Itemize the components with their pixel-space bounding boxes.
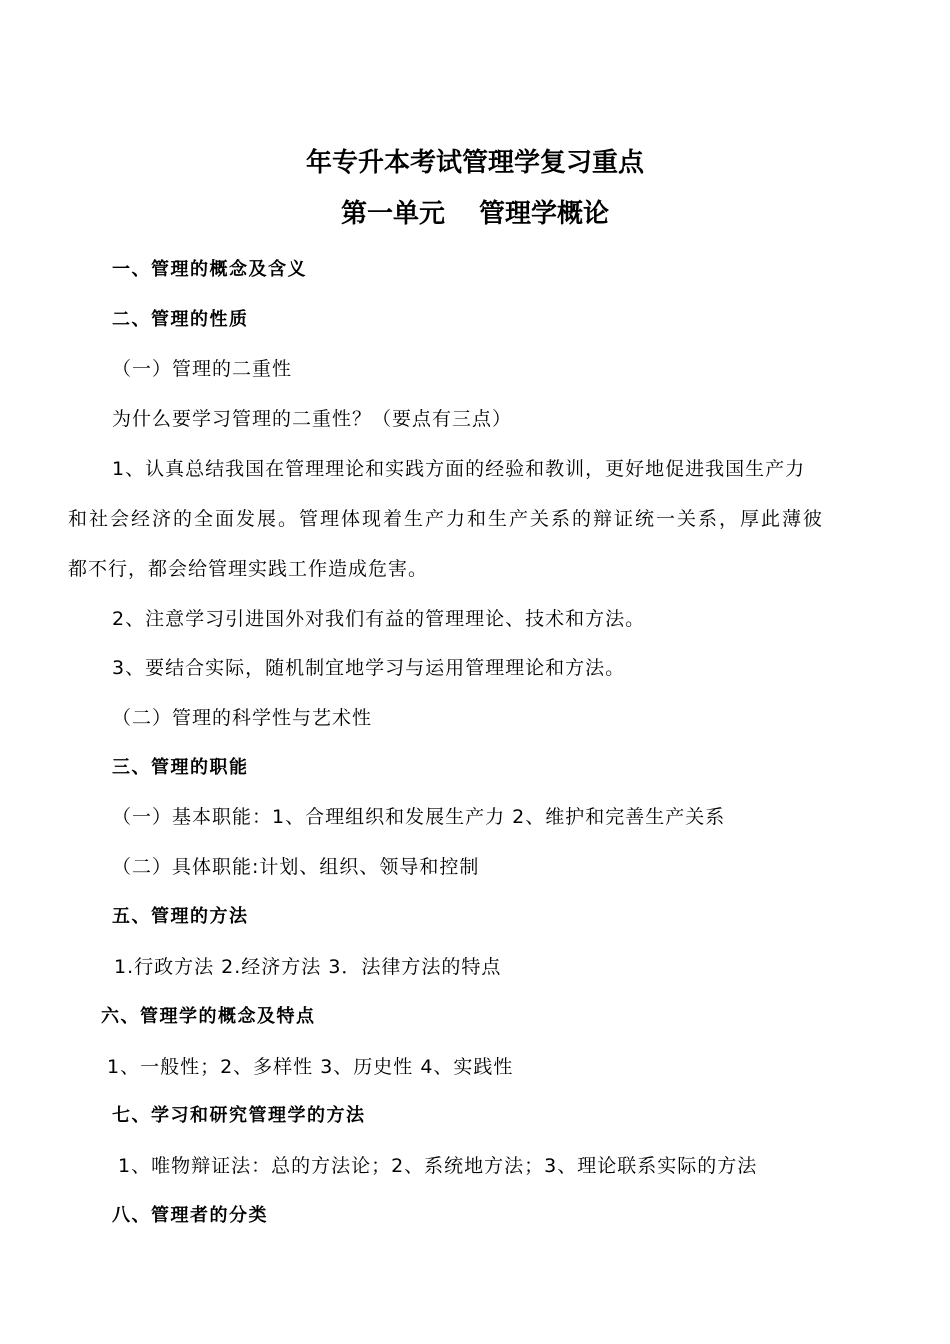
- subsection-3-2: （二）具体职能:计划、组织、领导和控制: [112, 856, 480, 878]
- unit-name: 管理学概论: [479, 199, 610, 229]
- characteristics-list: 1、一般性；2、多样性 3、历史性 4、实践性: [107, 1056, 514, 1078]
- section-heading-8: 八、管理者的分类: [112, 1205, 268, 1226]
- section-heading-1: 一、管理的概念及含义: [112, 259, 307, 280]
- paragraph-1-line-1: 1、认真总结我国在管理理论和实践方面的经验和教训，更好地促进我国生产力: [112, 458, 806, 480]
- unit-heading: [0, 201, 950, 227]
- paragraph-2: 2、注意学习引进国外对我们有益的管理理论、技术和方法。: [112, 608, 646, 630]
- paragraph-1-line-3: 都不行，都会给管理实践工作造成危害。: [68, 558, 429, 580]
- section-heading-6: 六、管理学的概念及特点: [101, 1006, 316, 1027]
- section-heading-5: 五、管理的方法: [112, 906, 249, 927]
- section-heading-2: 二、管理的性质: [112, 309, 249, 330]
- section-heading-7: 七、学习和研究管理学的方法: [112, 1105, 366, 1126]
- study-methods-list: 1、唯物辩证法：总的方法论；2、系统地方法；3、理论联系实际的方法: [118, 1155, 758, 1177]
- question-line: 为什么要学习管理的二重性？（要点有三点）: [112, 408, 513, 430]
- document-title: 年专升本考试管理学复习重点: [305, 148, 644, 178]
- methods-list: 1.行政方法 2.经济方法 3．法律方法的特点: [114, 956, 502, 978]
- unit-label: 第一单元: [340, 199, 445, 229]
- subsection-2-1: （一）管理的二重性: [112, 358, 293, 380]
- subsection-2-2: （二）管理的科学性与艺术性: [112, 707, 373, 729]
- subsection-3-1: （一）基本职能：1、合理组织和发展生产力 2、维护和完善生产关系: [112, 806, 726, 828]
- paragraph-1-line-2: 和社会经济的全面发展。管理体现着生产力和生产关系的辩证统一关系，厚此薄彼: [68, 508, 825, 530]
- section-heading-3: 三、管理的职能: [112, 757, 249, 778]
- paragraph-3: 3、要结合实际，随机制宜地学习与运用管理理论和方法。: [112, 657, 626, 679]
